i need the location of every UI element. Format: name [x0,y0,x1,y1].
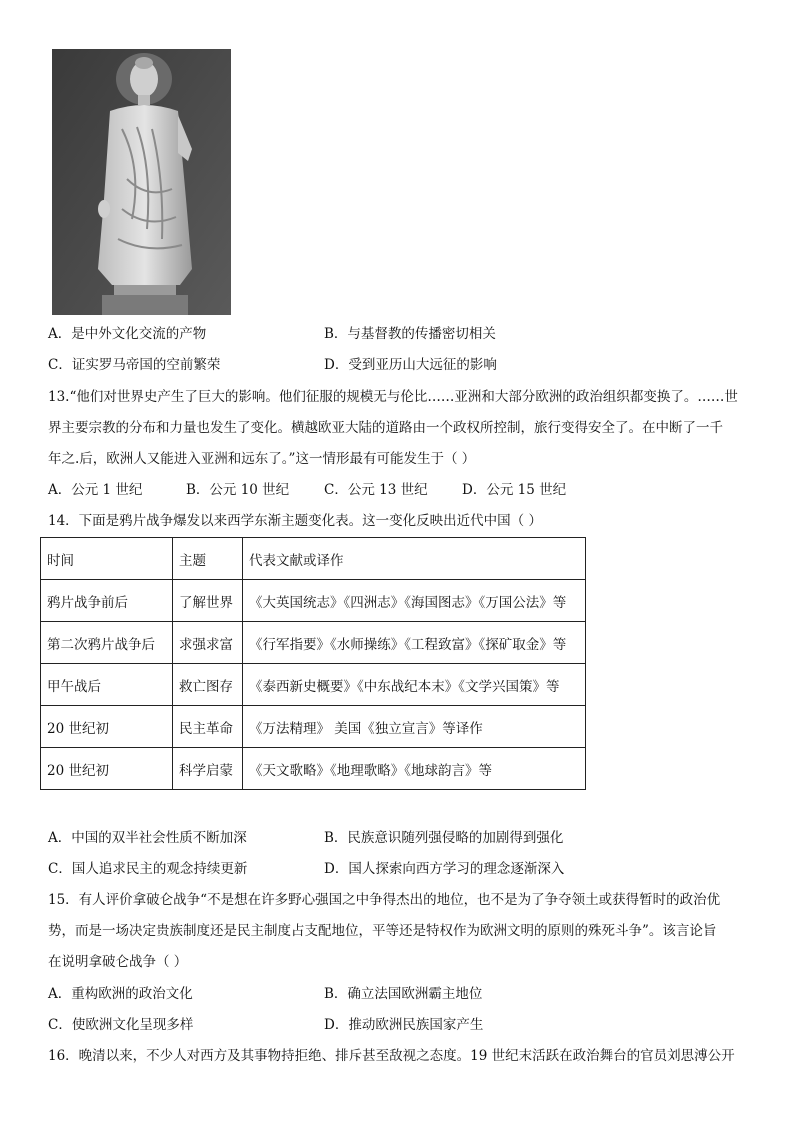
table-header-cell: 主题 [173,538,243,580]
q15-option-a: A．重构欧洲的政治文化 [48,986,193,1002]
table-cell: 求强求富 [173,622,243,664]
q12-option-c: C．证实罗马帝国的空前繁荣 [48,357,221,373]
table-row [41,622,586,664]
table-cell: 了解世界 [173,580,243,622]
table-cell: 救亡图存 [173,664,243,706]
table-cell: 民主革命 [173,706,243,748]
table-row [41,748,586,790]
q14-option-a: A．中国的双半社会性质不断加深 [48,830,247,846]
table-row [41,706,586,748]
q15-line-1: 15．有人评价拿破仑战争“不是想在许多野心强国之中争得杰出的地位，也不是为了争夺领土或获得暂时的政治优 [48,892,721,908]
q14-table [40,537,586,790]
q12-option-d: D．受到亚历山大远征的影响 [324,357,497,373]
table-cell: 第二次鸦片战争后 [41,622,173,664]
table-header-cell: 代表文献或译作 [243,538,586,580]
table-cell: 20 世纪初 [41,748,173,790]
table-cell: 《泰西新史概要》《中东战纪本末》《文学兴国策》等 [243,664,586,706]
buddha-statue-icon [52,49,231,315]
table-cell: 20 世纪初 [41,706,173,748]
buddha-statue-photo [52,49,231,315]
q16-line-1: 16．晚清以来，不少人对西方及其事物持拒绝、排斥甚至敌视之态度。19 世纪末活跃在政治舞台的官员刘思溥公开 [48,1048,735,1064]
table-header-row [41,538,586,580]
q12-option-a: A．是中外文化交流的产物 [48,326,207,342]
q13-line-1: 13.“他们对世界史产生了巨大的影响。他们征服的规模无与伦比……亚洲和大部分欧洲的政治组织都变换了。……世 [48,389,738,405]
q12-option-b: B．与基督教的传播密切相关 [324,326,496,342]
q15-option-b: B．确立法国欧洲霸主地位 [324,986,483,1002]
table-row [41,580,586,622]
table-row [41,664,586,706]
table-cell: 甲午战后 [41,664,173,706]
q13-option-a: A．公元 1 世纪 [48,482,143,498]
q14-option-b: B．民族意识随列强侵略的加剧得到强化 [324,830,564,846]
table-cell: 《天文歌略》《地理歌略》《地球韵言》等 [243,748,586,790]
q15-line-2: 势，而是一场决定贵族制度还是民主制度占支配地位，平等还是特权作为欧洲文明的原则的殊死斗争”。该言论旨 [48,923,717,939]
table-cell: 鸦片战争前后 [41,580,173,622]
table-cell: 《大英国统志》《四洲志》《海国图志》《万国公法》等 [243,580,586,622]
q13-option-c: C．公元 13 世纪 [324,482,428,498]
q15-option-d: D．推动欧洲民族国家产生 [324,1017,484,1033]
q13-line-3: 年之.后，欧洲人又能进入亚洲和远东了。”这一情形最有可能发生于（ ） [48,451,476,467]
q13-option-b: B．公元 10 世纪 [186,482,290,498]
q15-line-3: 在说明拿破仑战争（ ） [48,954,188,970]
table-cell: 科学启蒙 [173,748,243,790]
table-header-cell: 时间 [41,538,173,580]
q13-line-2: 界主要宗教的分布和力量也发生了变化。横越欧亚大陆的道路由一个政权所控制，旅行变得安全了。在中断了一千 [48,420,723,436]
q14-option-c: C．国人追求民主的观念持续更新 [48,861,248,877]
q15-option-c: C．使欧洲文化呈现多样 [48,1017,194,1033]
q13-option-d: D．公元 15 世纪 [462,482,567,498]
q14-stem: 14．下面是鸦片战争爆发以来西学东渐主题变化表。这一变化反映出近代中国（ ） [48,513,542,529]
q14-option-d: D．国人探索向西方学习的理念逐渐深入 [324,861,565,877]
table-cell: 《行军指要》《水师操练》《工程致富》《探矿取金》等 [243,622,586,664]
table-cell: 《万法精理》 美国《独立宣言》等译作 [243,706,586,748]
